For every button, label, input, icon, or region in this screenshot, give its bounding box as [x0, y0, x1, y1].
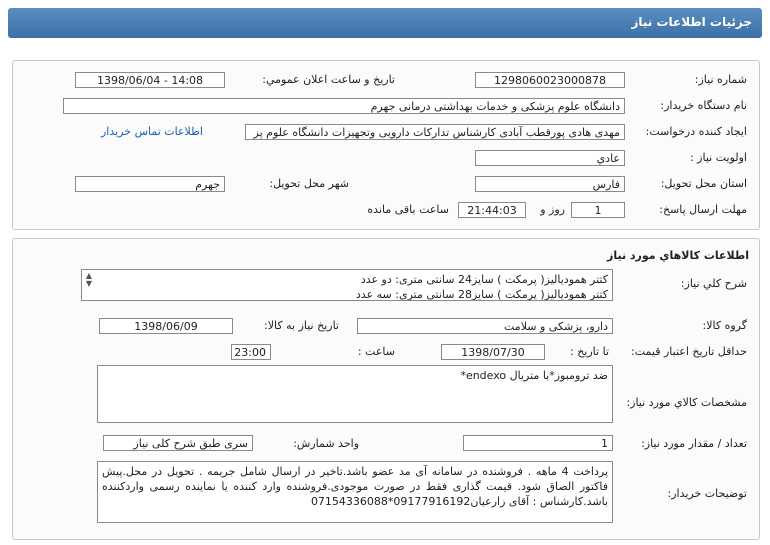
remaining-word: ساعت باقی مانده [367, 203, 449, 216]
desc-line-1: کتتر همودیالیز( پرمکت ) سایز24 سانتی متری: دو عدد [360, 273, 608, 286]
days-word: روز و [540, 203, 565, 216]
desc-line-2: کتتر همودیالیز( پرمکت ) سایز28 سانتی متری: سه عدد [355, 288, 608, 301]
buyer-field: دانشگاه علوم پزشکی و خدمات بهداشتی درمانی جهرم [63, 98, 625, 114]
title-bar [8, 8, 762, 38]
page-title: جزئيات اطلاعات نياز [631, 15, 752, 29]
priority-label: اولويت نياز : [689, 151, 747, 164]
announce-label: تاريخ و ساعت اعلان عمومي: [262, 73, 395, 86]
creator-field: مهدی هادی پورقطب آبادی کارشناس تدارکات دارویی وتجهیزات دانشگاه علوم پز [245, 124, 625, 140]
to-date-field: 1398/07/30 [441, 344, 545, 360]
scroll-arrows-icon[interactable]: ▲ ▼ [85, 271, 93, 288]
goods-section-title: اطلاعات کالاهاي مورد نياز [607, 249, 749, 262]
deadline-days-field: 1 [571, 202, 625, 218]
need-date-field: 1398/06/09 [99, 318, 233, 334]
city-label: شهر محل تحويل: [269, 177, 349, 190]
city-field: جهرم [75, 176, 225, 192]
buyer-contact-link[interactable]: اطلاعات تماس خريدار [101, 125, 203, 138]
unit-field: سری طبق شرح کلی نیاز [103, 435, 253, 451]
hour-field: 23:00 [231, 344, 271, 360]
need-number-field: 1298060023000878 [475, 72, 625, 88]
specs-label: مشخصات کالاي مورد نياز: [626, 396, 747, 409]
buyer-label: نام دستگاه خريدار: [660, 99, 747, 112]
deadline-time-field: 21:44:03 [458, 202, 526, 218]
announce-field: 1398/06/04 - 14:08 [75, 72, 225, 88]
unit-label: واحد شمارش: [293, 437, 359, 450]
hour-label: ساعت : [357, 345, 395, 358]
info-panel [12, 60, 760, 230]
group-label: گروه کالا: [702, 319, 747, 332]
province-field: فارس [475, 176, 625, 192]
deadline-label: مهلت ارسال پاسخ: [659, 203, 747, 216]
group-field: دارو، پزشکی و سلامت [357, 318, 613, 334]
priority-field: عادي [475, 150, 625, 166]
specs-field: ضد ترومبوز*با متریال endexo* [97, 365, 613, 423]
validity-label: حداقل تاريخ اعتبار قيمت: [631, 345, 747, 358]
creator-label: ايجاد کننده درخواست: [645, 125, 747, 138]
desc-label: شرح کلي نياز: [680, 277, 747, 290]
need-date-label: تاريخ نياز به کالا: [264, 319, 339, 332]
qty-label: تعداد / مقدار مورد نياز: [641, 437, 747, 450]
notes-field: پرداخت 4 ماهه . فروشنده در سامانه آی مد عضو باشد.تاخیر در ارسال شامل جریمه . تحویل در محل.پیش فاکتور الصاق شود. قیمت گذاری فقط در صورت موجودی.فروشنده وارد کننده یا نماینده رسمی واردکننده باشد.کارشناس : آقای زارعیان09177916192*07154336088 [97, 461, 613, 523]
to-date-label: تا تاريخ : [570, 345, 609, 358]
notes-label: توضيحات خريدار: [667, 487, 747, 500]
need-number-label: شماره نياز: [694, 73, 747, 86]
province-label: استان محل تحويل: [660, 177, 747, 190]
qty-field: 1 [463, 435, 613, 451]
goods-panel [12, 238, 760, 540]
desc-field [81, 269, 613, 301]
